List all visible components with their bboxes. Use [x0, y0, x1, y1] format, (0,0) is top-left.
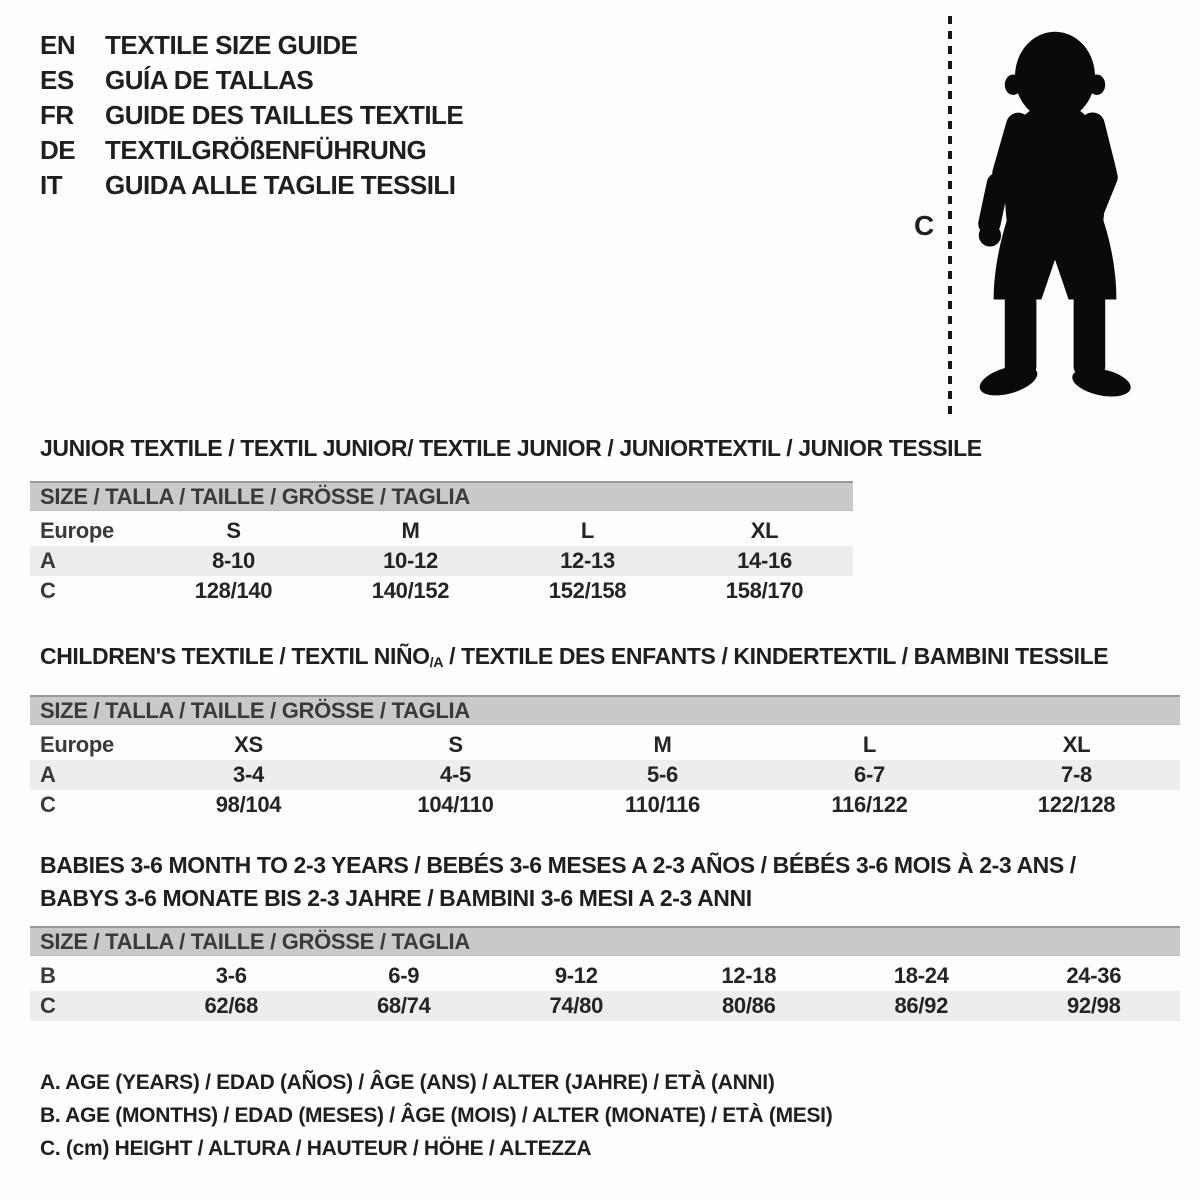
size-header-bar: SIZE / TALLA / TAILLE / GRÖSSE / TAGLIA [30, 926, 1180, 956]
height-measure-dashed-line [948, 16, 952, 416]
language-row [40, 28, 463, 63]
legend [40, 1066, 832, 1165]
row-label-cell: C [40, 578, 56, 603]
table-row [30, 991, 1180, 1021]
size-value-cell: 10-12 [383, 548, 438, 573]
row-label-cell: C [40, 993, 56, 1018]
size-value-cell: 12-18 [721, 963, 777, 988]
size-value-cell: 62/68 [204, 993, 259, 1018]
size-value-cell: S [226, 518, 241, 543]
section-childrens-textile [30, 644, 1180, 820]
row-label-cell: A [40, 548, 56, 573]
title-line-1: BABIES 3-6 MONTH TO 2-3 YEARS / BEBÉS 3-6 MESES A 2-3 AÑOS / BÉBÉS 3-6 MOIS À 2-3 ANS / [40, 852, 1076, 878]
size-header-bar: SIZE / TALLA / TAILLE / GRÖSSE / TAGLIA [30, 481, 853, 511]
language-guide-title: GUIDE DES TAILLES TEXTILE [105, 100, 464, 130]
size-value-cell: 9-12 [554, 963, 598, 988]
baby-silhouette-icon [962, 12, 1148, 416]
babies-size-table [30, 926, 1180, 1021]
size-value-cell: 158/170 [725, 578, 804, 603]
language-guide-title: TEXTILGRÖßENFÜHRUNG [105, 135, 427, 165]
size-value-cell: 92/98 [1066, 993, 1121, 1018]
size-value-cell: 24-36 [1066, 963, 1122, 988]
size-value-cell: M [653, 732, 672, 758]
childrens-size-table [30, 695, 1180, 820]
language-code: EN [40, 30, 76, 60]
language-row [40, 98, 463, 133]
table-row [30, 546, 853, 576]
size-value-cell: 12-13 [560, 548, 615, 573]
size-value-cell: 152/158 [548, 578, 627, 603]
size-value-cell: 110/116 [625, 792, 700, 818]
size-header-bar: SIZE / TALLA / TAILLE / GRÖSSE / TAGLIA [30, 695, 1180, 725]
title-line-2: BABYS 3-6 MONATE BIS 2-3 JAHRE / BAMBINI 3-6 MESI A 2-3 ANNI [40, 885, 752, 911]
language-title-list [40, 28, 463, 203]
language-row [40, 63, 463, 98]
table-row [30, 961, 1180, 991]
size-value-cell: 122/128 [1037, 792, 1116, 818]
row-label-cell: Europe [40, 518, 114, 543]
size-value-cell: 6-9 [388, 963, 420, 988]
size-value-cell: 104/110 [417, 792, 494, 818]
size-value-cell: 80/86 [721, 993, 776, 1018]
size-value-cell: 128/140 [194, 578, 273, 603]
legend-line: B. AGE (MONTHS) / EDAD (MESES) / ÂGE (MOIS) / ALTER (MONATE) / ETÀ (MESI) [40, 1104, 833, 1127]
title-subscript: /A [429, 655, 444, 672]
height-dimension-label: C [914, 210, 935, 241]
language-row [40, 168, 463, 203]
size-value-cell: 74/80 [549, 993, 604, 1018]
row-label-cell: Europe [40, 732, 114, 758]
legend-line: A. AGE (YEARS) / EDAD (AÑOS) / ÂGE (ANS) / ALTER (JAHRE) / ETÀ (ANNI) [40, 1071, 775, 1094]
size-value-cell: 68/74 [376, 993, 431, 1018]
language-code: ES [40, 65, 74, 95]
size-value-cell: 6-7 [854, 762, 885, 788]
size-value-cell: 140/152 [371, 578, 450, 603]
size-value-cell: L [862, 732, 877, 758]
table-row [30, 760, 1180, 790]
section-title-babies [30, 849, 1180, 915]
language-guide-title: GUÍA DE TALLAS [105, 65, 314, 95]
size-value-cell: 5-6 [647, 762, 678, 788]
section-title-junior: JUNIOR TEXTILE / TEXTIL JUNIOR/ TEXTILE JUNIOR / JUNIORTEXTIL / JUNIOR TESSILE [40, 435, 982, 461]
row-label-cell: C [40, 792, 56, 818]
language-row [40, 133, 463, 168]
language-guide-title: TEXTILE SIZE GUIDE [105, 30, 358, 60]
size-value-cell: M [401, 518, 420, 543]
row-label-cell: B [40, 963, 56, 988]
title-prefix: CHILDREN'S TEXTILE / TEXTIL NIÑO [40, 643, 430, 669]
language-code: FR [40, 100, 74, 130]
size-value-cell: 98/104 [215, 792, 282, 818]
size-value-cell: XS [234, 732, 263, 758]
size-value-cell: 3-4 [233, 762, 264, 788]
section-babies-textile [30, 849, 1180, 1021]
junior-size-table [30, 481, 853, 606]
language-code: DE [40, 135, 76, 165]
size-value-cell: 14-16 [737, 548, 792, 573]
section-junior-textile [30, 435, 982, 606]
row-label-cell: A [40, 762, 56, 788]
size-value-cell: 116/122 [831, 792, 908, 818]
size-value-cell: 18-24 [893, 963, 949, 988]
title-suffix: / TEXTILE DES ENFANTS / KINDERTEXTIL / BAMBINI TESSILE [443, 643, 1109, 669]
table-row [30, 730, 1180, 760]
size-value-cell: XL [1062, 732, 1091, 758]
table-row [30, 576, 853, 606]
size-value-cell: 7-8 [1061, 762, 1092, 788]
table-row [30, 516, 853, 546]
size-value-cell: L [580, 518, 595, 543]
size-value-cell: S [448, 732, 463, 758]
section-title-childrens [30, 644, 1180, 675]
size-value-cell: XL [750, 518, 779, 543]
size-value-cell: 3-6 [215, 963, 247, 988]
language-guide-title: GUIDA ALLE TAGLIE TESSILI [105, 170, 456, 200]
size-value-cell: 8-10 [212, 548, 255, 573]
language-code: IT [40, 170, 63, 200]
legend-line: C. (cm) HEIGHT / ALTURA / HAUTEUR / HÖHE / ALTEZZA [40, 1137, 592, 1160]
table-row [30, 790, 1180, 820]
size-value-cell: 86/92 [894, 993, 949, 1018]
size-value-cell: 4-5 [440, 762, 471, 788]
